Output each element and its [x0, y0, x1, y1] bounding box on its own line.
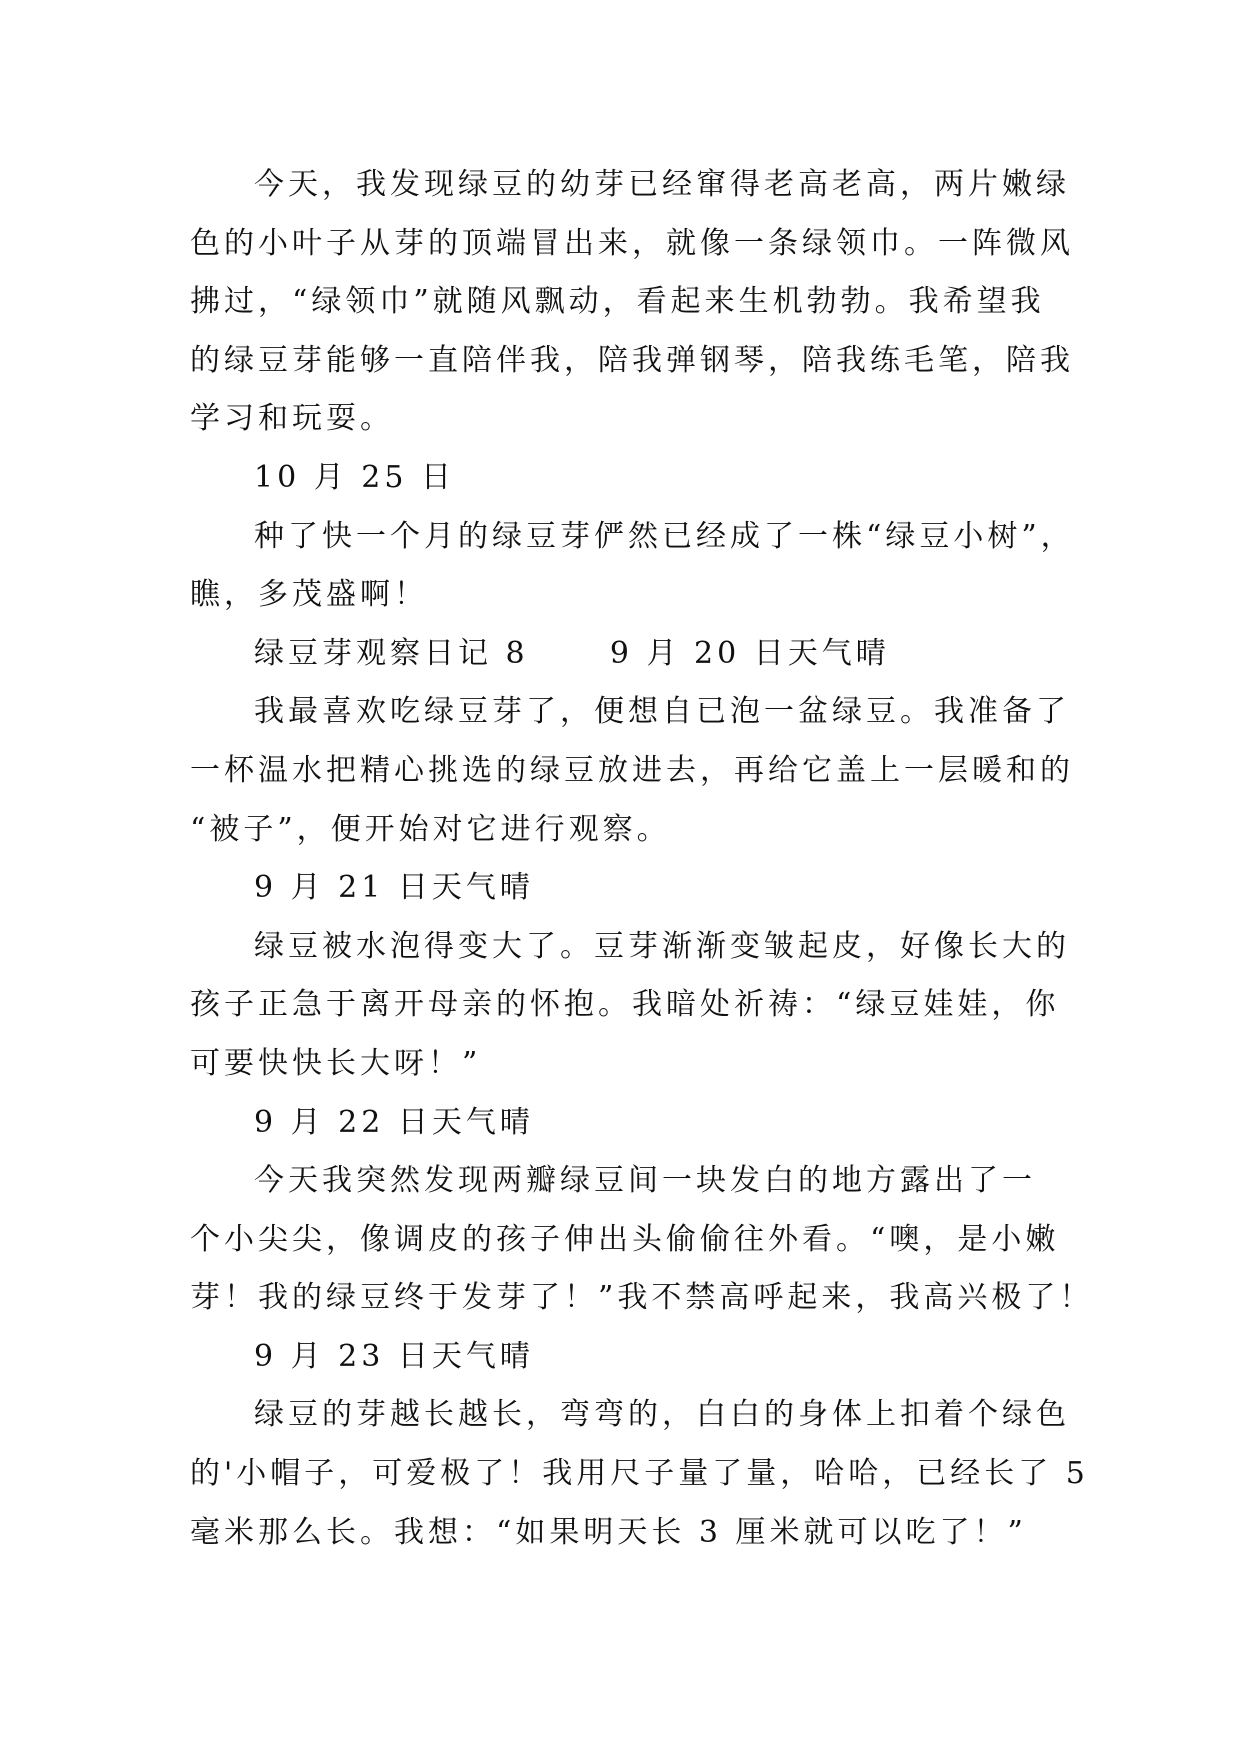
text-line: 毫米那么长。我想：“如果明天长 3 厘米就可以吃了！” [190, 1514, 1027, 1550]
text-line: 的绿豆芽能够一直陪伴我，陪我弹钢琴，陪我练毛笔，陪我 [190, 342, 1074, 378]
text-line: 种了快一个月的绿豆芽俨然已经成了一株“绿豆小树”， [254, 518, 1075, 554]
text-line: 绿豆的芽越长越长，弯弯的，白白的身体上扣着个绿色 [254, 1397, 1070, 1433]
text-line: 个小尖尖，像调皮的孩子伸出头偷偷往外看。“噢，是小嫩 [190, 1221, 1060, 1257]
text-line: 绿豆被水泡得变大了。豆芽渐渐变皱起皮，好像长大的 [254, 928, 1070, 964]
text-line: “被子”，便开始对它进行观察。 [190, 811, 671, 847]
text-line: 芽！我的绿豆终于发芽了！”我不禁高呼起来，我高兴极了！ [190, 1280, 1094, 1316]
text-line: 我最喜欢吃绿豆芽了，便想自已泡一盆绿豆。我准备了 [254, 694, 1070, 730]
text-line: 今天我突然发现两瓣绿豆间一块发白的地方露出了一 [254, 1163, 1036, 1199]
text-line: 一杯温水把精心挑选的绿豆放进去，再给它盖上一层暖和的 [190, 752, 1074, 788]
date-heading: 9 月 23 日天气晴 [254, 1338, 534, 1374]
document-body [190, 156, 1094, 1562]
text-line: 拂过，“绿领巾”就随风飘动，看起来生机勃勃。我希望我 [190, 284, 1045, 320]
date-heading: 9 月 22 日天气晴 [254, 1104, 534, 1140]
date-heading: 9 月 21 日天气晴 [254, 870, 534, 906]
text-line: 色的小叶子从芽的顶端冒出来，就像一条绿领巾。一阵微风 [190, 225, 1074, 261]
text-line: 今天，我发现绿豆的幼芽已经窜得老高老高，两片嫩绿 [254, 167, 1070, 202]
text-line: 学习和玩耍。 [190, 401, 394, 437]
text-line: 孩子正急于离开母亲的怀抱。我暗处祈祷：“绿豆娃娃，你 [190, 987, 1060, 1023]
text-line: 的'小帽子，可爱极了！我用尺子量了量，哈哈，已经长了 5 [190, 1456, 1089, 1492]
text-line: 瞧，多茂盛啊！ [190, 577, 428, 613]
text-line: 可要快快长大呀！” [190, 1045, 482, 1081]
entry-heading: 绿豆芽观察日记 8 9 月 20 日天气晴 [254, 635, 890, 671]
date-heading: 10 月 25 日 [254, 459, 455, 495]
